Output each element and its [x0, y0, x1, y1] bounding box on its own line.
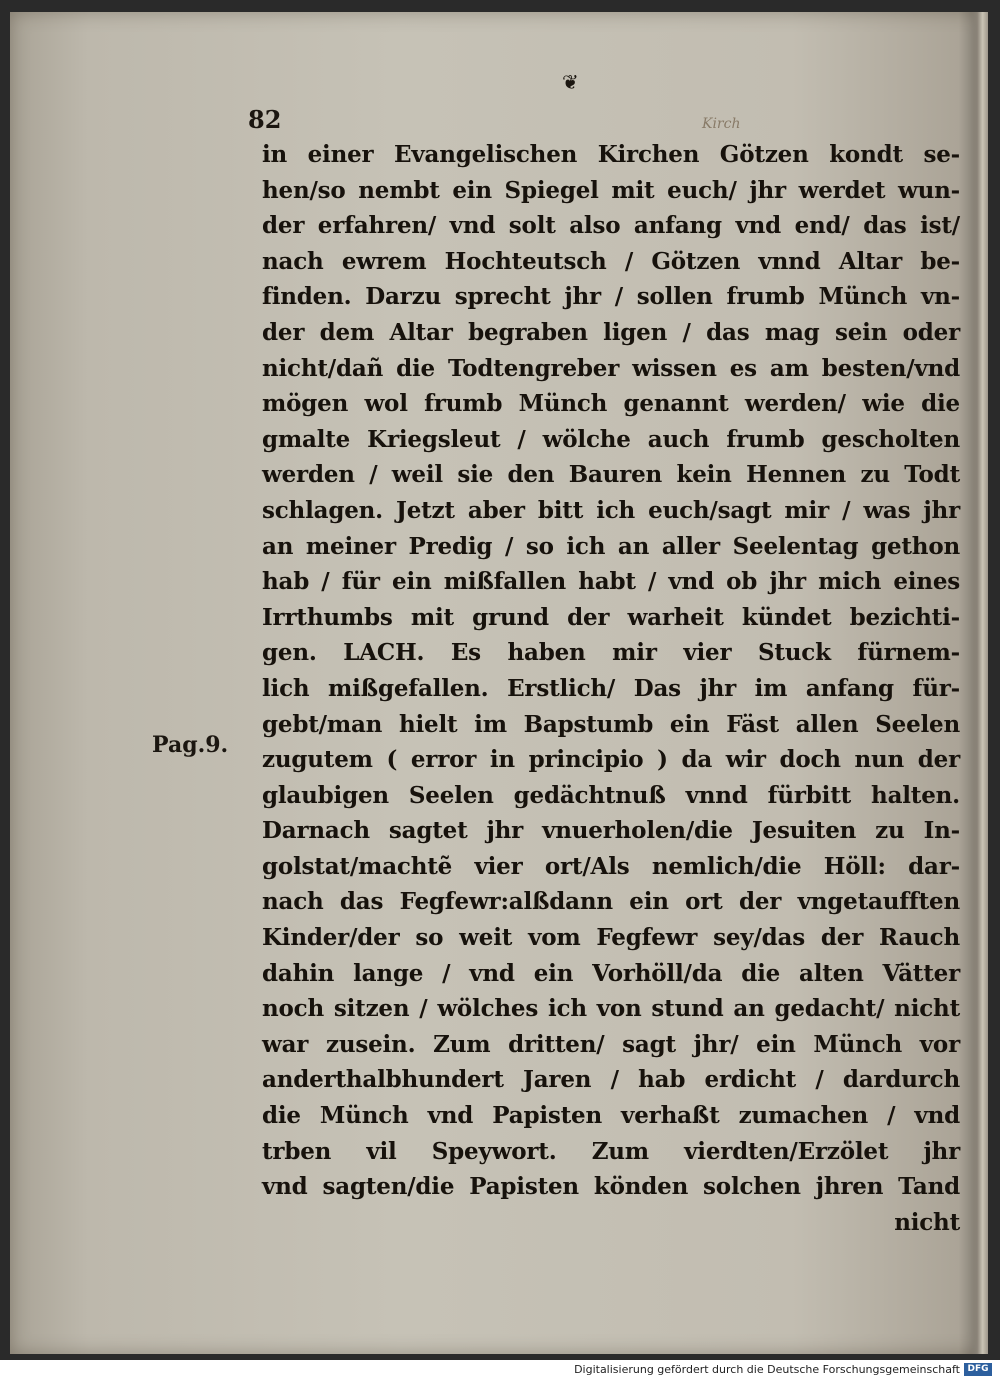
text-line: zugutem ( error in principio ) da wir doch nun der [262, 746, 960, 774]
text-line: hab / für ein mißfallen habt / vnd ob jhr mich eines [262, 568, 960, 596]
dfg-logo: DFG [964, 1363, 992, 1376]
text-line: nach ewrem Hochteutsch / Götzen vnnd Altar be- [262, 247, 960, 275]
text-line: noch sitzen / wölches ich von stund an gedacht/ nicht [262, 995, 960, 1023]
text-line: lich mißgefallen. Erstlich/ Das jhr im anfang für- [262, 674, 960, 702]
text-line: nicht/dañ die Todtengreber wissen es am besten/vnd [262, 354, 960, 382]
text-line: Darnach sagtet jhr vnuerholen/die Jesuiten zu In- [262, 817, 960, 845]
text-line: nach das Fegfewr:alßdann ein ort der vngetaufften [262, 888, 960, 916]
text-line: Kinder/der so weit vom Fegfewr sey/das der Rauch [262, 924, 960, 952]
text-line: gmalte Kriegsleut / wölche auch frumb gescholten [262, 425, 960, 453]
funding-credit: Digitalisierung gefördert durch die Deutsche Forschungsgemeinschaft [574, 1363, 960, 1376]
text-line: glaubigen Seelen gedächtnuß vnnd fürbitt halten. [262, 781, 960, 809]
text-line: gebt/man hielt im Bapstumb ein Fäst allen Seelen [262, 710, 960, 738]
text-line: gen. LACH. Es haben mir vier Stuck fürnem- [262, 639, 960, 667]
margin-note: Pag.9. [152, 732, 229, 758]
text-line: mögen wol frumb Münch genannt werden/ wie die [262, 390, 960, 418]
ornament-mark: ❦ [562, 70, 579, 94]
text-line: hen/so nembt ein Spiegel mit euch/ jhr werdet wun- [262, 176, 960, 204]
text-line: schlagen. Jetzt aber bitt ich euch/sagt mir / was jhr [262, 496, 960, 524]
text-line: dahin lange / vnd ein Vorhöll/da die alten Vätter [262, 959, 960, 987]
text-line: Irrthumbs mit grund der warheit kündet bezichti- [262, 603, 960, 631]
handwritten-annotation: Kirch [702, 116, 741, 132]
text-line: anderthalbhundert Jaren / hab erdicht / dardurch [262, 1066, 960, 1094]
page-number: 82 [248, 105, 282, 134]
catchword: nicht [894, 1208, 960, 1236]
text-line: golstat/machtẽ vier ort/Als nemlich/die Höll: dar- [262, 852, 960, 880]
text-line: der dem Altar begraben ligen / das mag sein oder [262, 318, 960, 346]
text-line: die Münch vnd Papisten verhaßt zumachen / vnd [262, 1102, 960, 1130]
text-line: der erfahren/ vnd solt also anfang vnd end/ das ist/ [262, 212, 960, 240]
text-line: trben vil Speywort. Zum vierdten/Erzölet jhr [262, 1137, 960, 1165]
text-line: werden / weil sie den Bauren kein Hennen zu Todt [262, 461, 960, 489]
text-line: vnd sagten/die Papisten könden solchen jhren Tand [262, 1173, 960, 1201]
text-line: finden. Darzu sprecht jhr / sollen frumb Münch vn- [262, 283, 960, 311]
text-line: war zusein. Zum dritten/ sagt jhr/ ein Münch vor [262, 1030, 960, 1058]
text-line: an meiner Predig / so ich an aller Seelentag gethon [262, 532, 960, 560]
page-edge [970, 12, 988, 1354]
text-line: in einer Evangelischen Kirchen Götzen kondt se- [262, 141, 960, 168]
body-text [262, 137, 960, 1240]
